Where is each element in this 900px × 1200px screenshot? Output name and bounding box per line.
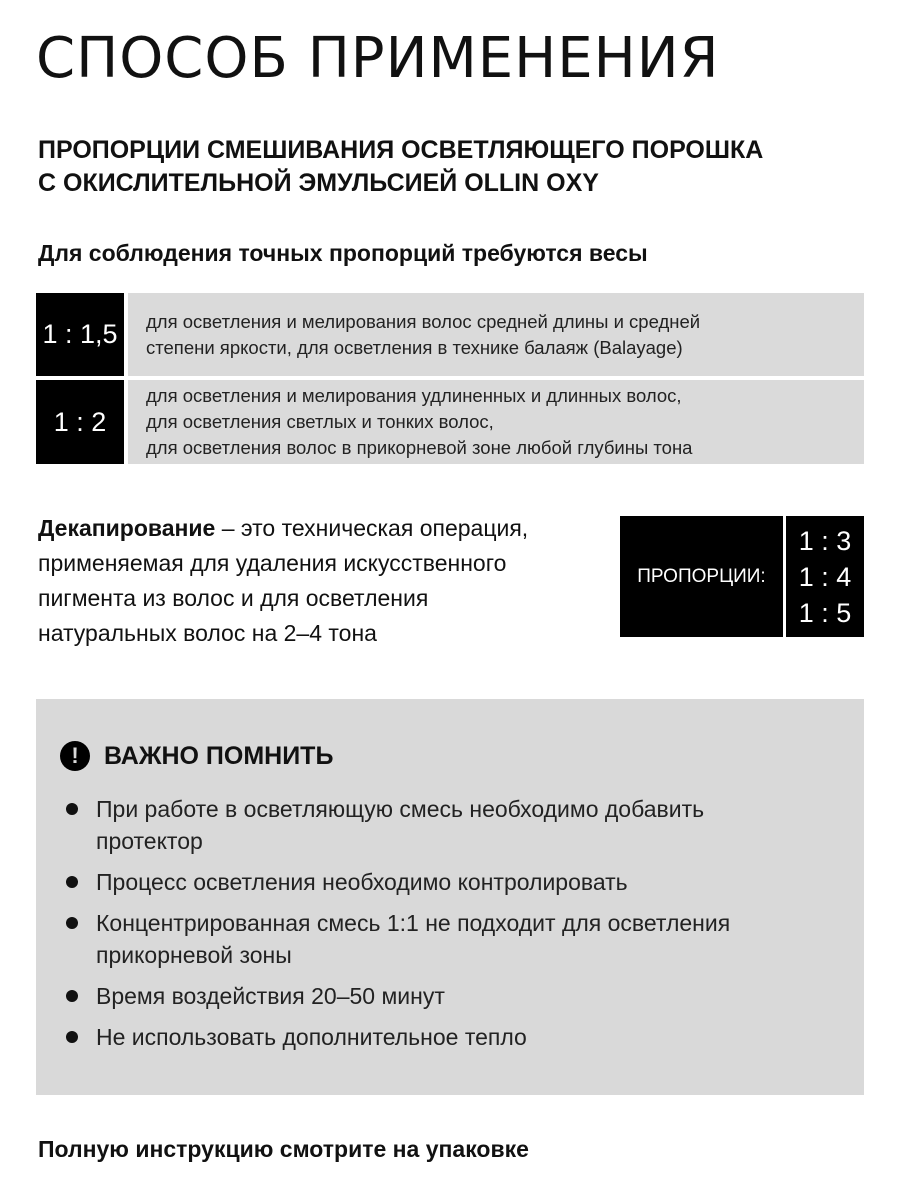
exclamation-circle-icon: ! [60, 741, 90, 771]
ratio-description-line: для осветления и мелирования волос средней длины и средней [146, 310, 701, 332]
decap-line-3: пигмента из волос и для осветления [38, 585, 429, 611]
decapping-description [38, 511, 608, 651]
bullet-icon [66, 876, 78, 888]
ratio-description-line: для осветления и мелирования удлиненных и длинных волос, [146, 385, 682, 406]
list-item [64, 793, 854, 857]
ratio-row-1-2 [36, 380, 864, 464]
scales-note: Для соблюдения точных пропорций требуются весы [38, 240, 648, 266]
important-notes-panel [36, 699, 864, 1095]
list-item-text: При работе в осветляющую смесь необходимо добавить [96, 796, 705, 822]
mixing-proportions-heading [38, 134, 878, 200]
list-item-text: прикорневой зоны [96, 942, 292, 968]
list-item [64, 1021, 854, 1053]
list-item-text: протектор [96, 828, 203, 854]
footer-note: Полную инструкцию смотрите на упаковке [38, 1136, 529, 1162]
ratio-description [128, 380, 864, 464]
decap-term: Декапирование [38, 515, 216, 541]
subtitle-line-1: ПРОПОРЦИИ СМЕШИВАНИЯ ОСВЕТЛЯЮЩЕГО ПОРОШКА [38, 136, 764, 164]
list-item-text: Концентрированная смесь 1:1 не подходит для осветления [96, 910, 731, 936]
ratio-row-1-1.5 [36, 293, 864, 376]
ratio-description-line: степени яркости, для осветления в технике балаяж (Balayage) [146, 336, 683, 358]
proportions-label: ПРОПОРЦИИ: [620, 516, 783, 637]
ratio-description-line: для осветления светлых и тонких волос, [146, 411, 494, 432]
bullet-icon [66, 803, 78, 815]
decap-line-2: применяемая для удаления искусственного [38, 550, 507, 576]
proportion-value: 1 : 5 [798, 597, 852, 628]
list-item-text: Процесс осветления необходимо контролировать [96, 869, 628, 895]
ratio-description [128, 293, 864, 376]
proportion-value: 1 : 4 [798, 561, 852, 592]
ratio-value: 1 : 1,5 [36, 293, 124, 376]
ratio-description-line: для осветления волос в прикорневой зоне любой глубины тона [146, 437, 693, 458]
list-item-text: Не использовать дополнительное тепло [96, 1024, 527, 1050]
list-item [64, 866, 854, 898]
bullet-icon [66, 1031, 78, 1043]
proportions-values [786, 516, 864, 637]
decap-line-1 [38, 511, 608, 546]
page-title: СПОСОБ ПРИМЕНЕНИЯ [36, 26, 720, 91]
ratio-value: 1 : 2 [36, 380, 124, 464]
decap-definition: – это техническая операция, [215, 515, 529, 541]
subtitle-line-2: С ОКИСЛИТЕЛЬНОЙ ЭМУЛЬСИЕЙ OLLIN OXY [38, 169, 599, 197]
list-item-text: Время воздействия 20–50 минут [96, 983, 445, 1009]
important-header [60, 741, 333, 771]
decap-line-4: натуральных волос на 2–4 тона [38, 620, 377, 646]
bullet-icon [66, 990, 78, 1002]
important-title: ВАЖНО ПОМНИТЬ [104, 741, 334, 770]
bullet-icon [66, 917, 78, 929]
list-item [64, 980, 854, 1012]
proportion-value: 1 : 3 [798, 525, 852, 556]
list-item [64, 907, 854, 971]
important-list [64, 793, 854, 1062]
